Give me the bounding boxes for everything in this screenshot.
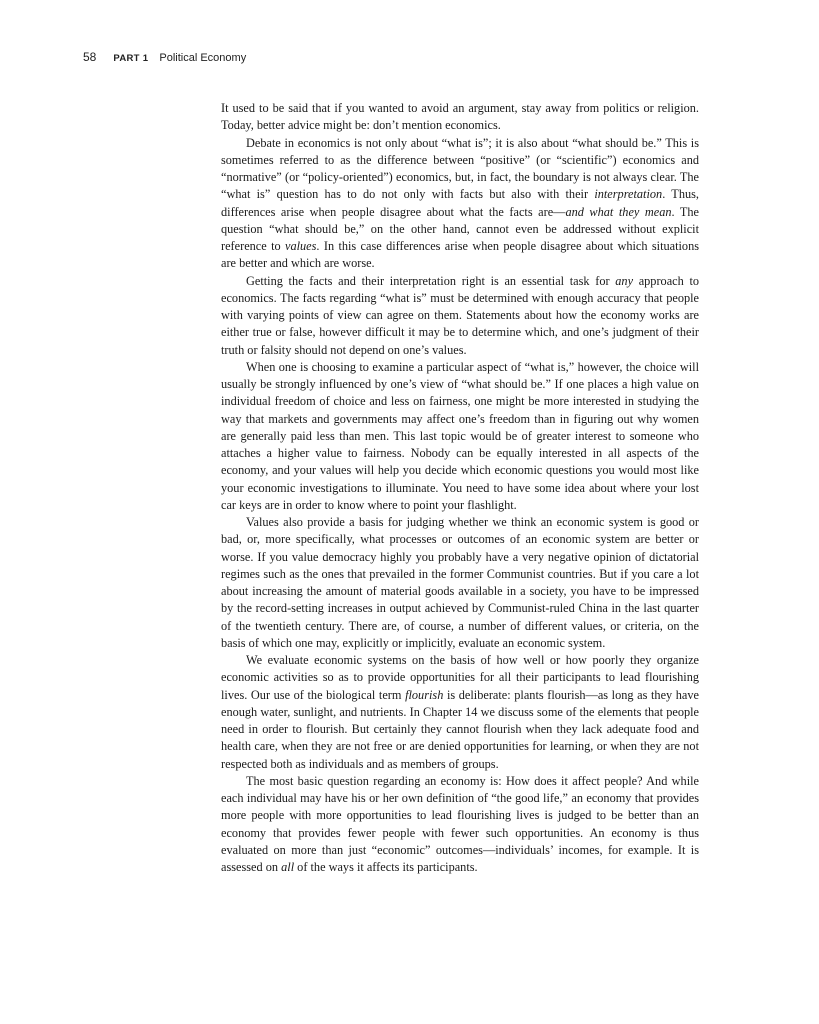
italic-text: values xyxy=(285,239,317,253)
italic-text: interpretation xyxy=(594,187,663,202)
running-head xyxy=(83,50,246,64)
paragraph xyxy=(221,273,699,359)
part-title: Political Economy xyxy=(159,52,247,64)
paragraph xyxy=(221,359,699,514)
text-run: We evaluate economic systems on the basis of how well or how poorly they organize economic activities so as to provide opportunities for all their participants to lead flourishing lives. Our use of the biological term xyxy=(221,653,699,702)
italic-text: any xyxy=(615,273,634,288)
paragraph xyxy=(221,652,699,773)
text-run: . Thus, differences arise when people disagree about what the facts are— xyxy=(221,187,699,219)
paragraph xyxy=(221,773,699,877)
text-run: It used to be said that if you wanted to avoid an argument, stay away from politics or religion. Today, better advice might be: don’t mention economics. xyxy=(221,101,699,133)
text-run: is deliberate: plants flourish—as long as they have enough water, sunlight, and nutrients. In Chapter 14 we discuss some of the elements that people need in order to flourish. But certainly they cannot flourish when they lack adequate food and health care, when they are not free or are denied opportunities for learning, or when they are not respected both as individuals and as members of groups. xyxy=(221,687,700,771)
paragraph xyxy=(221,100,699,135)
text-run: Debate in economics is not only about “what is”; it is also about “what should be.” This is sometimes referred to as the difference between “positive” (or “scientific”) economics and “normative” (or “policy-oriented”) economics, but, in fact, the boundary is not always clear. The “what is” question has to do not only with facts but also with their xyxy=(221,135,699,202)
italic-text: and what they mean xyxy=(565,204,672,219)
text-run: . The question “what should be,” on the other hand, cannot even be addressed without explicit reference to xyxy=(221,204,700,253)
text-run: The most basic question regarding an economy is: How does it affect people? And while each individual may have his or her own definition of “the good life,” an economy that provides more people with more opportunities to lead flourishing lives is judged to be better than an economy that provides fewer people with fewer such opportunities. An economy is thus evaluated on more than just “economic” outcomes—individuals’ incomes, for example. It is assessed on xyxy=(221,773,699,874)
text-run: approach to economics. The facts regarding “what is” must be determined with enough accuracy that people with varying points of view can agree on them. Statements about how the economy works are either true or false, however difficult it may be to determine which, and one’s judgment of their truth or falsity should not depend on one’s values. xyxy=(221,273,700,357)
italic-text: flourish xyxy=(405,687,444,702)
text-run: . In this case differences arise when people disagree about which situations are better and which are worse. xyxy=(221,239,700,271)
text-run: When one is choosing to examine a particular aspect of “what is,” however, the choice will usually be strongly influenced by one’s view of “what should be.” If one places a high value on individual freedom of choice and less on fairness, one might be more interested in studying the way that markets and governments may affect one’s freedom than in figuring out why women are generally paid less than men. This last topic would be of greater interest to someone who attaches a higher value to fairness. Nobody can be equally interested in all aspects of the economy, and your values will help you decide which economic questions you would most like your economic investigations to illuminate. You need to have some idea about where your lost car keys are in order to know where to point your flashlight. xyxy=(221,359,699,512)
text-run: Values also provide a basis for judging whether we think an economic system is good or bad, or, more specifically, what processes or outcomes of an economic system are better or worse. If you value democracy highly you probably have a very negative opinion of dictatorial regimes such as the ones that prevailed in the former Communist countries. But if you care a lot about increasing the amount of material goods available in a society, you have to be impressed by the record-setting increases in output achieved by Communist-ruled China in the last quarter of the twentieth century. There are, of course, a number of different values, or criteria, on the basis of which one may, explicitly or implicitly, evaluate an economic system. xyxy=(221,515,699,650)
part-label: PART 1 xyxy=(113,53,149,64)
italic-text: all xyxy=(281,860,295,874)
paragraph xyxy=(221,514,699,652)
body-text xyxy=(221,100,699,876)
page-number: 58 xyxy=(83,50,97,64)
text-run: Getting the facts and their interpretation right is an essential task for xyxy=(246,273,616,288)
paragraph xyxy=(221,135,699,273)
text-run: of the ways it affects its participants. xyxy=(294,860,478,874)
